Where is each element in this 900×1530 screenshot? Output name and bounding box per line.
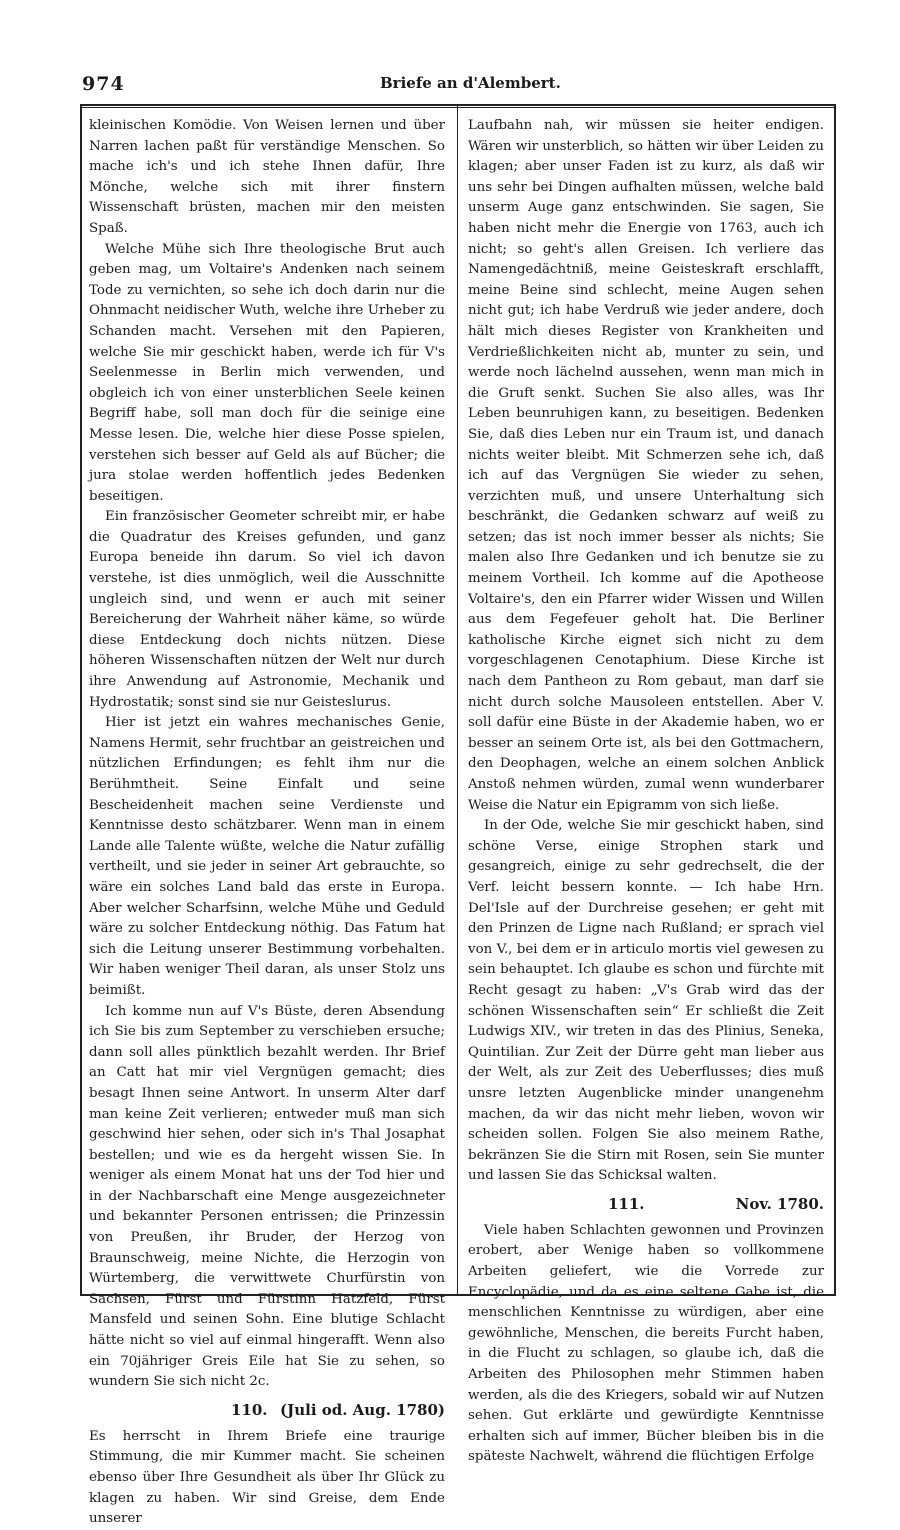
left-border xyxy=(80,104,82,1296)
letter-number: 111. xyxy=(608,1194,645,1213)
header-rule xyxy=(80,104,836,106)
book-page xyxy=(80,68,836,1527)
paragraph: Hier ist jetzt ein wahres mechanisches Genie, Namens Hermit, sehr fruchtbar an geistreichen und nützlichen Erfindungen; es fehlt ihm nur die Berühmtheit. Seine Einfalt und seine Bescheidenheit machen seine Verdienste und Kenntnisse desto schätzbarer. Wenn man in einem Lande alle Talente wüßte, welche die Natur zufällig vertheilt, und sie jeder in seiner Art gebrauchte, so wäre ein solches Land bald das erste in Europa. Aber welcher Scharfsinn, welche Mühe und Geduld wäre zu solcher Entdeckung nöthig. Das Fatum hat sich die Leitung unserer Bestimmung vorbehalten. Wir haben weniger Theil daran, als unser Stolz uns beimißt. xyxy=(89,715,445,998)
paragraph: kleinischen Komödie. Von Weisen lernen und über Narren lachen paßt für verständige Menschen. So mache ich's und ich stehe Ihnen dafür, Ihre Mönche, welche sich mit ihrer finstern Wissenschaft brüsten, machen mir den meisten Spaß. xyxy=(89,118,445,236)
letter-date: Nov. 1780. xyxy=(735,1194,824,1213)
paragraph: Ich komme nun auf V's Büste, deren Absendung ich Sie bis zum September zu verschieben ersuche; dann soll alles pünktlich bezahlt werden. Ihr Brief an Catt hat mir viel Vergnügen gemacht; dies besagt Ihnen seine Antwort. In unserm Alter darf man keine Zeit verlieren; entweder muß man sich geschwind hier sehen, oder sich in's Thal Josaphat bestellen; und wie es da hergeht wissen Sie. In weniger als einem Monat hat uns der Tod hier und in der Nachbarschaft eine Menge ausgezeichneter und bekannter Personen entrissen; die Prinzessin von Preußen, ihr Bruder, der Herzog von Braunschweig, meine Nichte, die Herzogin von Würtemberg, die verwittwete Churfürstin von Sachsen, Fürst und Fürstinn Hatzfeld, Fürst Mansfeld und seinen Sohn. Eine blutige Schlacht hätte nicht so viel auf einmal hingerafft. Wenn also ein 70jähriger Greis Eile hat Sie zu sehen, so wundern Sie sich nicht 2c. xyxy=(89,1003,445,1390)
page-number: 974 xyxy=(82,73,125,95)
page-header xyxy=(80,68,836,108)
paragraph: Laufbahn nah, wir müssen sie heiter endigen. Wären wir unsterblich, so hätten wir über Leiden zu klagen; aber unser Faden ist zu kurz, als daß wir uns sehr bei Dingen aufhalten müssen, welche bald unserm Auge ganz entschwinden. Sie sagen, Sie haben nicht mehr die Energie von 1763, auch ich nicht; so geht's allen Greisen. Ich verliere das Namengedächtniß, meine Geisteskraft erschlafft, meine Beine sind schlecht, meine Augen sehen nicht gut; ich habe Verdruß wie jeder andere, doch hält mich dieses Register von Krankheiten und Verdrießlichkeiten nicht ab, munter zu sein, und werde noch lächelnd aussehen, wenn man mich in die Gruft senkt. Suchen Sie also alles, was Ihr Leben beunruhigen kann, zu beseitigen. Bedenken Sie, daß dies Leben nur ein Traum ist, und danach nichts weiter bleibt. Mit Schmerzen sehe ich, daß ich auf das Vergnügen Sie wieder zu sehen, verzichten muß, und unsere Unterhaltung sich beschränkt, die Gedanken schwarz auf weiß zu setzen; das ist noch immer besser als nichts; Sie malen also Ihre Gedanken und ich benutze sie zu meinem Vortheil. Ich komme auf die Apotheose Voltaire's, den ein Pfarrer wider Wissen und Willen aus dem Fegefeuer geholt hat. Die Berliner katholische Kirche eignet sich nicht zu dem vorgeschlagenen Cenotaphium. Diese Kirche ist nach dem Pantheon zu Rom gebaut, man darf sie nicht durch solche Mausoleen entstellen. Aber V. soll dafür eine Büste in der Akademie haben, wo er besser an seinem Orte ist, als bei den Gottmachern, den Deophagen, welche an einem solchen Anblick Anstoß nehmen würden, zumal wenn wunderbarer Weise die Natur ein Epigramm von sich ließe. xyxy=(468,118,824,813)
left-column xyxy=(89,116,445,1530)
letter-number: 110. xyxy=(231,1400,268,1419)
right-border xyxy=(834,104,836,1296)
paragraph: Viele haben Schlachten gewonnen und Provinzen erobert, aber Wenige haben so vollkommene Arbeiten geliefert, wie die Vorrede zur Encyclopädie, und da es eine seltene Gabe ist, die menschlichen Kenntnisse zu würdigen, aber eine gewöhnliche, Menschen, die bereits Furcht haben, in die Flucht zu schlagen, so glaube ich, daß die Arbeiten des Philosophen mehr Stimmen haben werden, als die des Kriegers, sobald wir auf Nutzen sehen. Gut erklärte und gewürdigte Kenntnisse erhalten sich auf immer, Bücher bleiben bis in die späteste Nachwelt, während die flüchtigen Erfolge xyxy=(468,1222,824,1465)
column-divider xyxy=(457,104,458,1296)
paragraph: Welche Mühe sich Ihre theologische Brut auch geben mag, um Voltaire's Andenken nach seinem Tode zu vernichten, so sehe ich doch darin nur die Ohnmacht neidischer Wuth, welche ihre Urheber zu Schanden macht. Versehen mit den Papieren, welche Sie mir geschickt haben, werde ich für V's Seelenmesse in Berlin mich verwenden, und obgleich ich von einer unsterblichen Seele keinen Begriff habe, soll man doch für die seinige eine Messe lesen. Die, welche hier diese Posse spielen, verstehen sich besser auf Geld als auf Bücher; die jura stolae werden hoffentlich jedes Bedenken beseitigen. xyxy=(89,241,445,504)
header-rule-thin xyxy=(80,107,836,108)
paragraph: In der Ode, welche Sie mir geschickt haben, sind schöne Verse, einige Strophen stark und gesangreich, einige zu sehr gedrechselt, die der Verf. leicht bessern konnte. — Ich habe Hrn. Del'Isle auf der Durchreise gesehen; er geht mit den Prinzen de Ligne nach Rußland; er sprach viel von V., bei dem er in articulo mortis viel gewesen zu sein behauptet. Ich glaube es schon und fürchte mit Recht gesagt zu haben: „V's Grab wird das der schönen Wissenschaften sein“ Er schließt die Zeit Ludwigs XIV., wir treten in das des Plinius, Seneka, Quintilian. Zur Zeit der Dürre geht man lieber aus der Welt, als zur Zeit des Ueberflusses; dies muß unsre letzten Augenblicke minder unangenehm machen, da wir das nicht mehr lieben, wovon wir scheiden sollen. Folgen Sie also meinem Rathe, bekränzen Sie die Stirn mit Rosen, sein Sie munter und lassen Sie das Schicksal walten. xyxy=(468,818,824,1184)
paragraph: Ein französischer Geometer schreibt mir, er habe die Quadratur des Kreises gefunden, und ganz Europa beneide ihn darum. So viel ich davon verstehe, ist dies unmöglich, weil die Ausschnitte ungleich sind, und wenn er auch mit seiner Bereicherung der Wahrheit näher käme, so würde diese Entdeckung doch nichts nützen. Diese höheren Wissenschaften nützen der Welt nur durch ihre Anwendung auf Astronomie, Mechanik und Hydrostatik; sonst sind sie nur Geisteslurus. xyxy=(89,509,445,710)
letter-date: (Juli od. Aug. 1780) xyxy=(280,1400,445,1419)
right-column xyxy=(468,116,824,1468)
paragraph: Es herrscht in Ihrem Briefe eine traurige Stimmung, die mir Kummer macht. Sie scheinen ebenso über Ihre Gesundheit als über Ihr Glück zu klagen zu haben. Wir sind Greise, dem Ende unserer xyxy=(89,1428,445,1527)
letter-heading-111 xyxy=(468,1193,824,1215)
running-title: Briefe an d'Alembert. xyxy=(380,74,561,92)
letter-heading-110 xyxy=(89,1399,445,1421)
